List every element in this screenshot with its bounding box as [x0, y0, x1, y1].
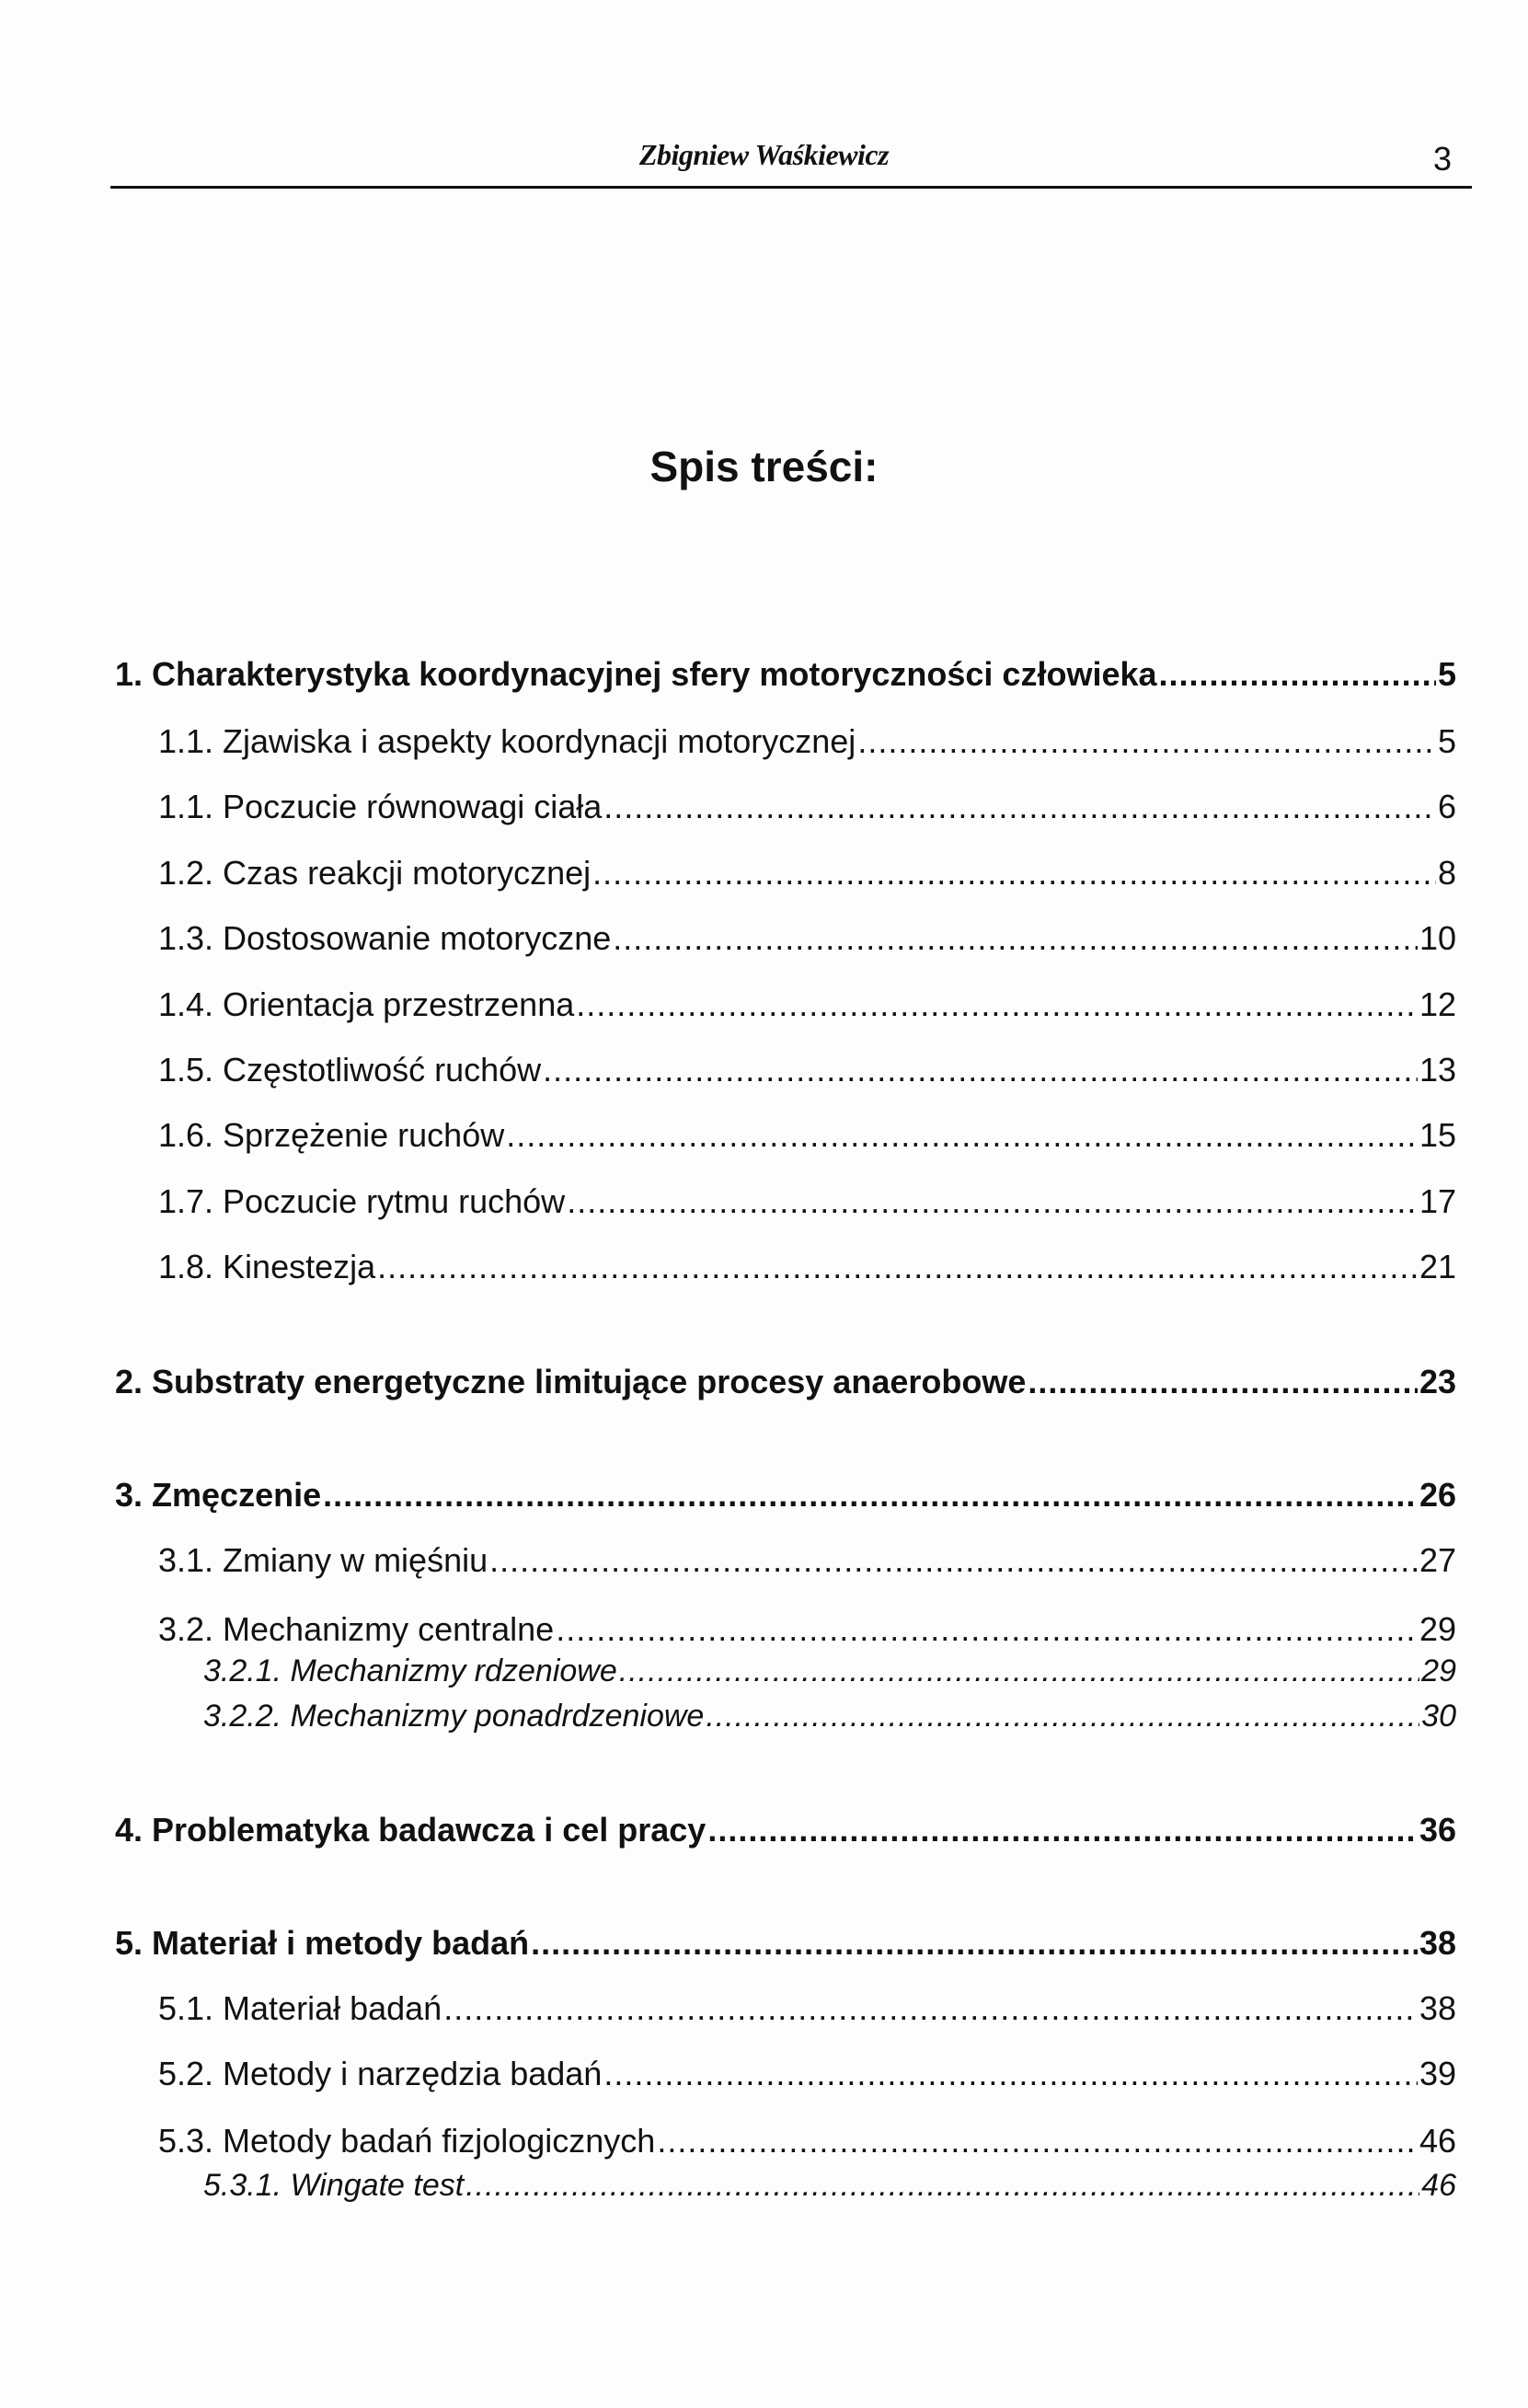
toc-entry-label: 3.2.2. Mechanizmy ponadrdzeniowe	[203, 1699, 705, 1734]
dot-leader	[506, 1116, 1418, 1155]
toc-entry	[203, 2168, 1456, 2204]
toc-entry-label: 1.8. Kinestezja	[158, 1248, 376, 1285]
toc-title: Spis treści:	[649, 443, 879, 490]
toc-entry-page: 46	[1419, 2122, 1456, 2160]
toc-entry-page: 5	[1437, 722, 1456, 760]
dot-leader	[531, 1924, 1418, 1963]
toc-entry-label: 1.5. Częstotliwość ruchów	[158, 1051, 542, 1089]
toc-entry-label: 3.2.1. Mechanizmy rdzeniowe	[203, 1653, 617, 1688]
toc-entry-page: 26	[1419, 1476, 1456, 1514]
toc-entry-label: 1.7. Poczucie rytmu ruchów	[158, 1182, 566, 1220]
toc-entry	[115, 1811, 1456, 1849]
toc-entry	[203, 1699, 1456, 1734]
dot-leader	[1159, 655, 1436, 694]
toc-entry-label: 5.2. Metody i narzędzia badań	[158, 2055, 603, 2092]
toc-entry	[158, 919, 1456, 958]
toc-entry-label: 4. Problematyka badawcza i cel pracy	[115, 1811, 707, 1849]
toc-entry-page: 15	[1419, 1116, 1456, 1154]
toc-entry	[158, 722, 1456, 761]
toc-entry-page: 39	[1419, 2055, 1456, 2092]
dot-leader	[619, 1653, 1419, 1689]
toc-entry-page: 12	[1419, 985, 1456, 1023]
toc-entry-page: 29	[1421, 1653, 1456, 1688]
toc-entry-page: 5	[1437, 655, 1456, 693]
toc-entry-page: 10	[1419, 919, 1456, 957]
toc-entry	[115, 1924, 1456, 1963]
dot-leader	[613, 919, 1418, 958]
dot-leader	[377, 1248, 1418, 1286]
toc-entry-page: 38	[1419, 1989, 1456, 2027]
toc-entry-page: 46	[1421, 2168, 1456, 2203]
dot-leader	[465, 2168, 1419, 2204]
toc-entry-page: 27	[1419, 1541, 1456, 1579]
dot-leader	[657, 2122, 1418, 2160]
toc-entry-label: 5.3. Metody badań fizjologicznych	[158, 2122, 656, 2160]
dot-leader	[1028, 1363, 1418, 1401]
toc-entry-label: 5.3.1. Wingate test	[203, 2168, 465, 2203]
toc-entry-page: 23	[1419, 1363, 1456, 1400]
toc-entry	[158, 1116, 1456, 1155]
toc-entry	[158, 1051, 1456, 1089]
toc-entry-label: 3.1. Zmiany w mięśniu	[158, 1541, 488, 1579]
toc-entry	[158, 1610, 1456, 1649]
toc-entry-label: 5.1. Materiał badań	[158, 1989, 442, 2027]
toc-entry-label: 3.2. Mechanizmy centralne	[158, 1610, 555, 1648]
dot-leader	[707, 1811, 1418, 1849]
toc-entry-label: 5. Materiał i metody badań	[115, 1924, 530, 1962]
dot-leader	[603, 788, 1436, 826]
toc-entry-page: 30	[1421, 1699, 1456, 1734]
toc-entry-page: 8	[1437, 854, 1456, 892]
toc-entry	[158, 1182, 1456, 1221]
toc-entry	[115, 1363, 1456, 1401]
dot-leader	[592, 854, 1436, 893]
toc-entry	[158, 2122, 1456, 2160]
toc-entry	[158, 985, 1456, 1024]
running-header-author: Zbigniew Waśkiewicz	[638, 138, 890, 171]
toc-entry-page: 36	[1419, 1811, 1456, 1849]
toc-entry	[158, 1541, 1456, 1580]
dot-leader	[576, 985, 1418, 1024]
toc-entry	[158, 1989, 1456, 2028]
toc-entry-label: 1. Charakterystyka koordynacyjnej sfery motoryczności człowieka	[115, 655, 1157, 693]
toc-entry	[115, 1476, 1456, 1515]
toc-entry	[115, 655, 1456, 694]
toc-entry-label: 1.1. Poczucie równowagi ciała	[158, 788, 603, 825]
toc-entry-label: 1.4. Orientacja przestrzenna	[158, 985, 575, 1023]
dot-leader	[489, 1541, 1418, 1580]
toc-entry	[158, 2055, 1456, 2093]
toc-entry-label: 1.3. Dostosowanie motoryczne	[158, 919, 612, 957]
toc-entry-page: 21	[1419, 1248, 1456, 1285]
dot-leader	[603, 2055, 1418, 2093]
toc-entry-page: 17	[1419, 1182, 1456, 1220]
toc-entry-page: 38	[1419, 1924, 1456, 1962]
dot-leader	[857, 722, 1436, 761]
toc-entry-label: 1.2. Czas reakcji motorycznej	[158, 854, 592, 892]
page-number: 3	[1433, 140, 1453, 178]
toc-entry-label: 1.6. Sprzężenie ruchów	[158, 1116, 505, 1154]
toc-entry-page: 29	[1419, 1610, 1456, 1648]
toc-entry	[158, 1248, 1456, 1286]
toc-entry-label: 2. Substraty energetyczne limitujące procesy anaerobowe	[115, 1363, 1027, 1400]
toc-entry	[158, 854, 1456, 893]
dot-leader	[443, 1989, 1418, 2028]
toc-entry	[158, 788, 1456, 826]
toc-entry	[203, 1653, 1456, 1689]
toc-entry-label: 1.1. Zjawiska i aspekty koordynacji motorycznej	[158, 722, 856, 760]
dot-leader	[567, 1182, 1418, 1221]
dot-leader	[543, 1051, 1418, 1089]
dot-leader	[556, 1610, 1418, 1649]
dot-leader	[706, 1699, 1419, 1734]
dot-leader	[323, 1476, 1418, 1515]
toc-entry-page: 6	[1437, 788, 1456, 825]
header-rule	[110, 186, 1472, 189]
toc-entry-page: 13	[1419, 1051, 1456, 1089]
toc-entry-label: 3. Zmęczenie	[115, 1476, 322, 1514]
